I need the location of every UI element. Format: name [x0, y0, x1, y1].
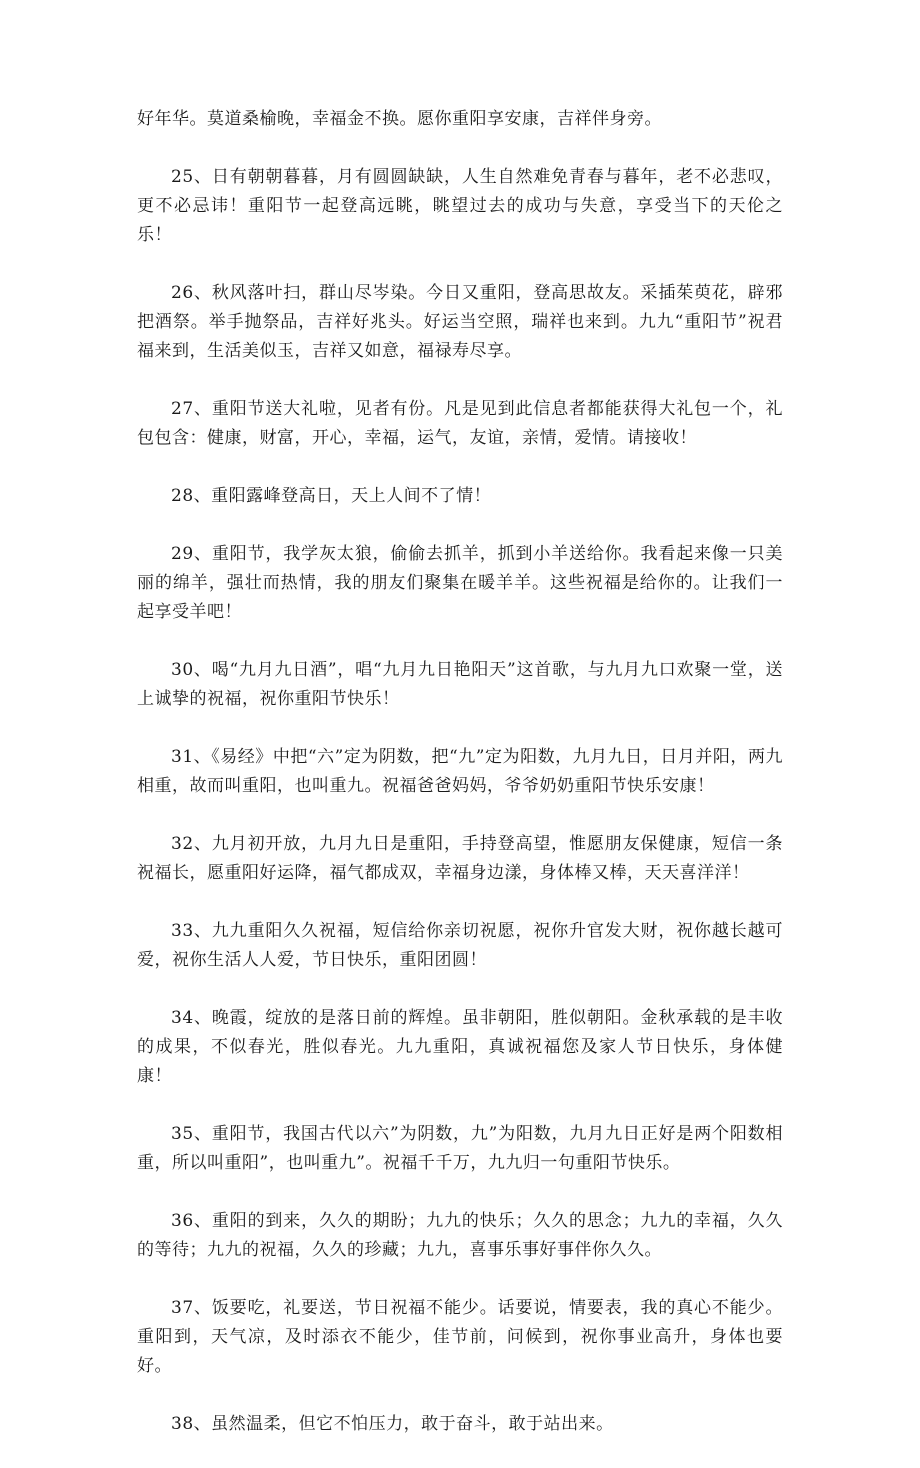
- paragraph-27: 27、重阳节送大礼啦，见者有份。凡是见到此信息者都能获得大礼包一个，礼包包含：健康，财富，开心，幸福，运气，友谊，亲情，爱情。请接收！: [137, 399, 783, 448]
- paragraph-37: 37、饭要吃，礼要送，节日祝福不能少。话要说，情要表，我的真心不能少。重阳到，天气凉，及时添衣不能少，佳节前，问候到，祝你事业高升，身体也要好。: [137, 1298, 783, 1376]
- paragraph-28: 28、重阳露峰登高日，天上人间不了情！: [171, 486, 492, 506]
- paragraph-33: 33、九九重阳久久祝福，短信给你亲切祝愿，祝你升官发大财，祝你越长越可爱，祝你生活人人爱，节日快乐，重阳团圆！: [137, 921, 783, 970]
- paragraph-31: 31、《易经》中把“六”定为阴数，把“九”定为阳数，九月九日，日月并阳，两九相重，故而叫重阳，也叫重九。祝福爸爸妈妈，爷爷奶奶重阳节快乐安康！: [137, 747, 783, 796]
- document-body: [137, 105, 783, 1468]
- paragraph-29: 29、重阳节，我学灰太狼，偷偷去抓羊，抓到小羊送给你。我看起来像一只美丽的绵羊，强壮而热情，我的朋友们聚集在暖羊羊。这些祝福是给你的。让我们一起享受羊吧！: [137, 544, 783, 622]
- paragraph-continued: 好年华。莫道桑榆晚，幸福金不换。愿你重阳享安康，吉祥伴身旁。: [137, 109, 662, 129]
- paragraph-32: 32、九月初开放，九月九日是重阳，手持登高望，惟愿朋友保健康，短信一条祝福长，愿重阳好运降，福气都成双，幸福身边漾，身体棒又棒，天天喜洋洋！: [137, 834, 783, 883]
- paragraph-38: 38、虽然温柔，但它不怕压力，敢于奋斗，敢于站出来。: [171, 1414, 614, 1434]
- paragraph-34: 34、晚霞，绽放的是落日前的辉煌。虽非朝阳，胜似朝阳。金秋承载的是丰收的成果，不似春光，胜似春光。九九重阳，真诚祝福您及家人节日快乐，身体健康！: [137, 1008, 783, 1086]
- paragraph-36: 36、重阳的到来，久久的期盼；九九的快乐；久久的思念；九九的幸福，久久的等待；九九的祝福，久久的珍藏；九九，喜事乐事好事伴你久久。: [137, 1211, 783, 1260]
- paragraph-30: 30、喝“九月九日酒”，唱“九月九日艳阳天”这首歌，与九月九口欢聚一堂，送上诚挚的祝福，祝你重阳节快乐！: [137, 660, 783, 709]
- paragraph-26: 26、秋风落叶扫，群山尽岑染。今日又重阳，登高思故友。采插茱萸花，辟邪把酒祭。举手抛祭品，吉祥好兆头。好运当空照，瑞祥也来到。九九“重阳节”祝君福来到，生活美似玉，吉祥又如意，福禄寿尽享。: [137, 283, 783, 361]
- paragraph-25: 25、日有朝朝暮暮，月有圆圆缺缺，人生自然难免青春与暮年，老不必悲叹，更不必忌讳！重阳节一起登高远眺，眺望过去的成功与失意，享受当下的天伦之乐！: [137, 167, 783, 245]
- paragraph-35: 35、重阳节，我国古代以六”为阴数，九”为阳数，九月九日正好是两个阳数相重，所以叫重阳”，也叫重九”。祝福千千万，九九归一句重阳节快乐。: [137, 1124, 783, 1173]
